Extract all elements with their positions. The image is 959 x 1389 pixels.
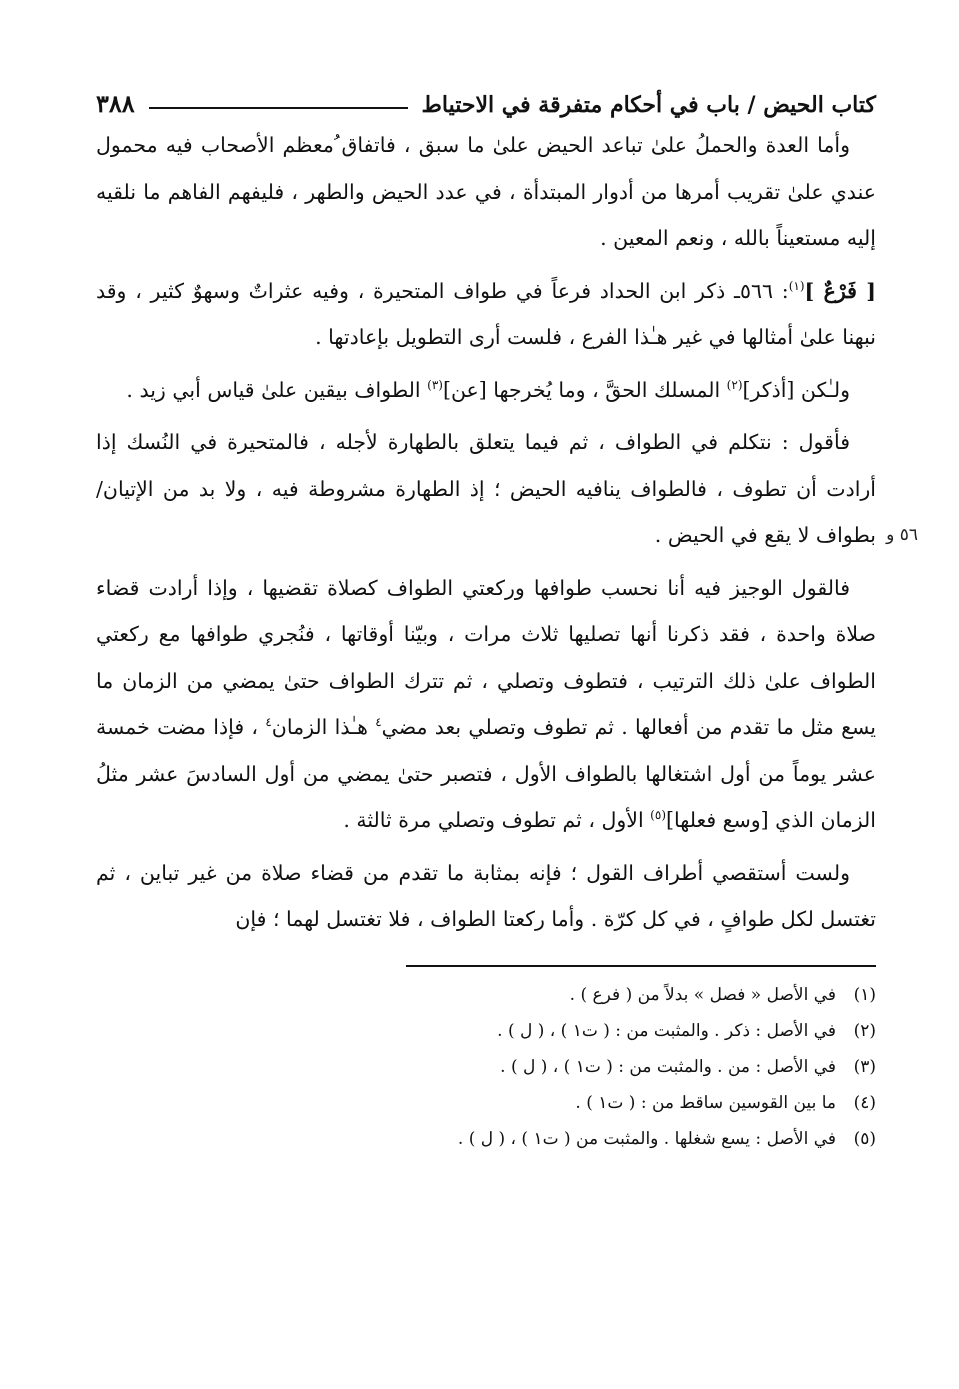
branch-label: [ فَرْعٌ ]	[804, 278, 876, 303]
paragraph-4: فأقول : نتكلم في الطواف ، ثم فيما يتعلق بالطهارة لأجله ، فالمتحيرة في النُسك إذا أرادت أن تطوف ، فالطواف ينافيه الحيض ؛ إذ الطهارة مشروطة فيه ، ولا بد من الإتيان/ بطواف لا يقع في الحيض .	[96, 430, 876, 547]
footnote-3	[96, 1049, 876, 1085]
footnote-ref-5: (٥)	[650, 808, 666, 823]
paragraph-2	[96, 268, 876, 361]
footnote-number: (١)	[853, 984, 876, 1005]
footnote-number: (٥)	[853, 1128, 876, 1149]
paragraph-3-part-c: الطواف بيقين علىٰ قياس أبي زيد .	[126, 377, 428, 402]
footnote-2	[96, 1013, 876, 1049]
footnote-ref-1: (١)	[788, 278, 805, 293]
paragraph-1: وأما العدة والحملُ علىٰ تباعد الحيض علىٰ ما سبق ، فاتفاق ُمعظم الأصحاب فيه محمول عندي علىٰ تقريب أمرها من أدوار المبتدأة ، في عدد الحيض والطهر ، فليفهم الفاهم ما نلقيه إليه مستعيناً بالله ، ونعم المعين .	[96, 133, 876, 250]
footnote-ref-4: ٤	[375, 715, 382, 730]
paragraph-5-part-a: فالقول الوجيز فيه أنا نحسب طوافها وركعتي الطواف كصلاة تقضيها ، وإذا أرادت قضاء صلاة واحدة ، فقد ذكرنا أنها تصليها ثلاث مرات ، وبيّنا أوقاتها ، فنُجري طوافها مع ركعتي الطواف علىٰ ذلك الترتيب ، فتطوف وتصلي ، ثم تترك الطواف حتىٰ يمضي من الزمان ما يسع مثل ما تقدم من أفعالها . ثم تطوف وتصلي بعد مضي	[96, 575, 877, 739]
paragraph-5	[96, 565, 876, 844]
paragraph-5-part-d: الأول ، ثم تطوف وتصلي مرة ثالثة .	[343, 808, 651, 832]
paragraph-3	[96, 367, 876, 414]
footnote-ref-3: (٣)	[427, 377, 443, 392]
footnote-5	[96, 1121, 876, 1157]
header-rule	[149, 107, 408, 109]
footnote-1	[96, 977, 876, 1013]
paragraph-3-part-a: ولـٰكن [أذكر]	[742, 377, 850, 402]
folio-margin-note: ٥٦ و	[886, 524, 918, 545]
paragraph-3-part-b: المسلك الحقَّ ، وما يُخرجها [عن]	[442, 377, 727, 402]
paragraph-5-part-b: هـٰذا الزمان	[271, 715, 376, 739]
book-page	[96, 78, 918, 1157]
footnote-number: (٢)	[853, 1020, 876, 1041]
footnotes	[96, 977, 876, 1157]
header-title: كتاب الحيض / باب في أحكام متفرقة في الاحتياط	[421, 92, 876, 118]
running-header	[96, 78, 876, 118]
page-number: ٣٨٨	[96, 89, 135, 118]
main-text	[96, 122, 918, 943]
footnote-text: في الأصل : من . والمثبت من : ( ت١ ) ، ( ل ) .	[500, 1056, 836, 1077]
paragraph-2-text: : ٥٦٦ـ ذكر ابن الحداد فرعاً في طواف المتحيرة ، وفيه عثراتٌ وسهوٌ كثير ، وقد نبهنا علىٰ أمثالها في غير هـٰذا الفرع ، فلست أرى التطويل بإعادتها .	[96, 278, 876, 349]
footnote-separator	[406, 965, 876, 967]
footnote-ref-2: (٢)	[726, 377, 743, 392]
footnote-number: (٣)	[853, 1056, 876, 1077]
footnote-text: في الأصل « فصل » بدلاً من ( فرع ) .	[569, 984, 836, 1005]
footnote-text: ما بين القوسين ساقط من : ( ت١ ) .	[575, 1092, 836, 1113]
paragraph-4-wrap	[96, 419, 918, 559]
footnote-number: (٤)	[853, 1092, 876, 1113]
footnote-4	[96, 1085, 876, 1121]
footnote-text: في الأصل : يسع شغلها . والمثبت من ( ت١ ) ، ( ل ) .	[457, 1128, 836, 1149]
paragraph-6: ولست أستقصي أطراف القول ؛ فإنه بمثابة ما تقدم من قضاء صلاة من غير تباين ، ثم تغتسل لكل طوافٍ ، في كل كرّة . وأما ركعتا الطواف ، فلا تغتسل لهما ؛ فإن	[96, 860, 876, 931]
footnote-ref-4-close: ٤	[265, 715, 272, 730]
footnote-text: في الأصل : ذكر . والمثبت من : ( ت١ ) ، ( ل ) .	[497, 1020, 836, 1041]
paragraph-5-part-c: ، فإذا مضت خمسة عشر يوماً من أول اشتغالها بالطواف الأول ، فتصبر حتىٰ يمضي من أول السادسَ عشر مثلُ الزمان الذي [وسع فعلها]	[96, 715, 876, 832]
